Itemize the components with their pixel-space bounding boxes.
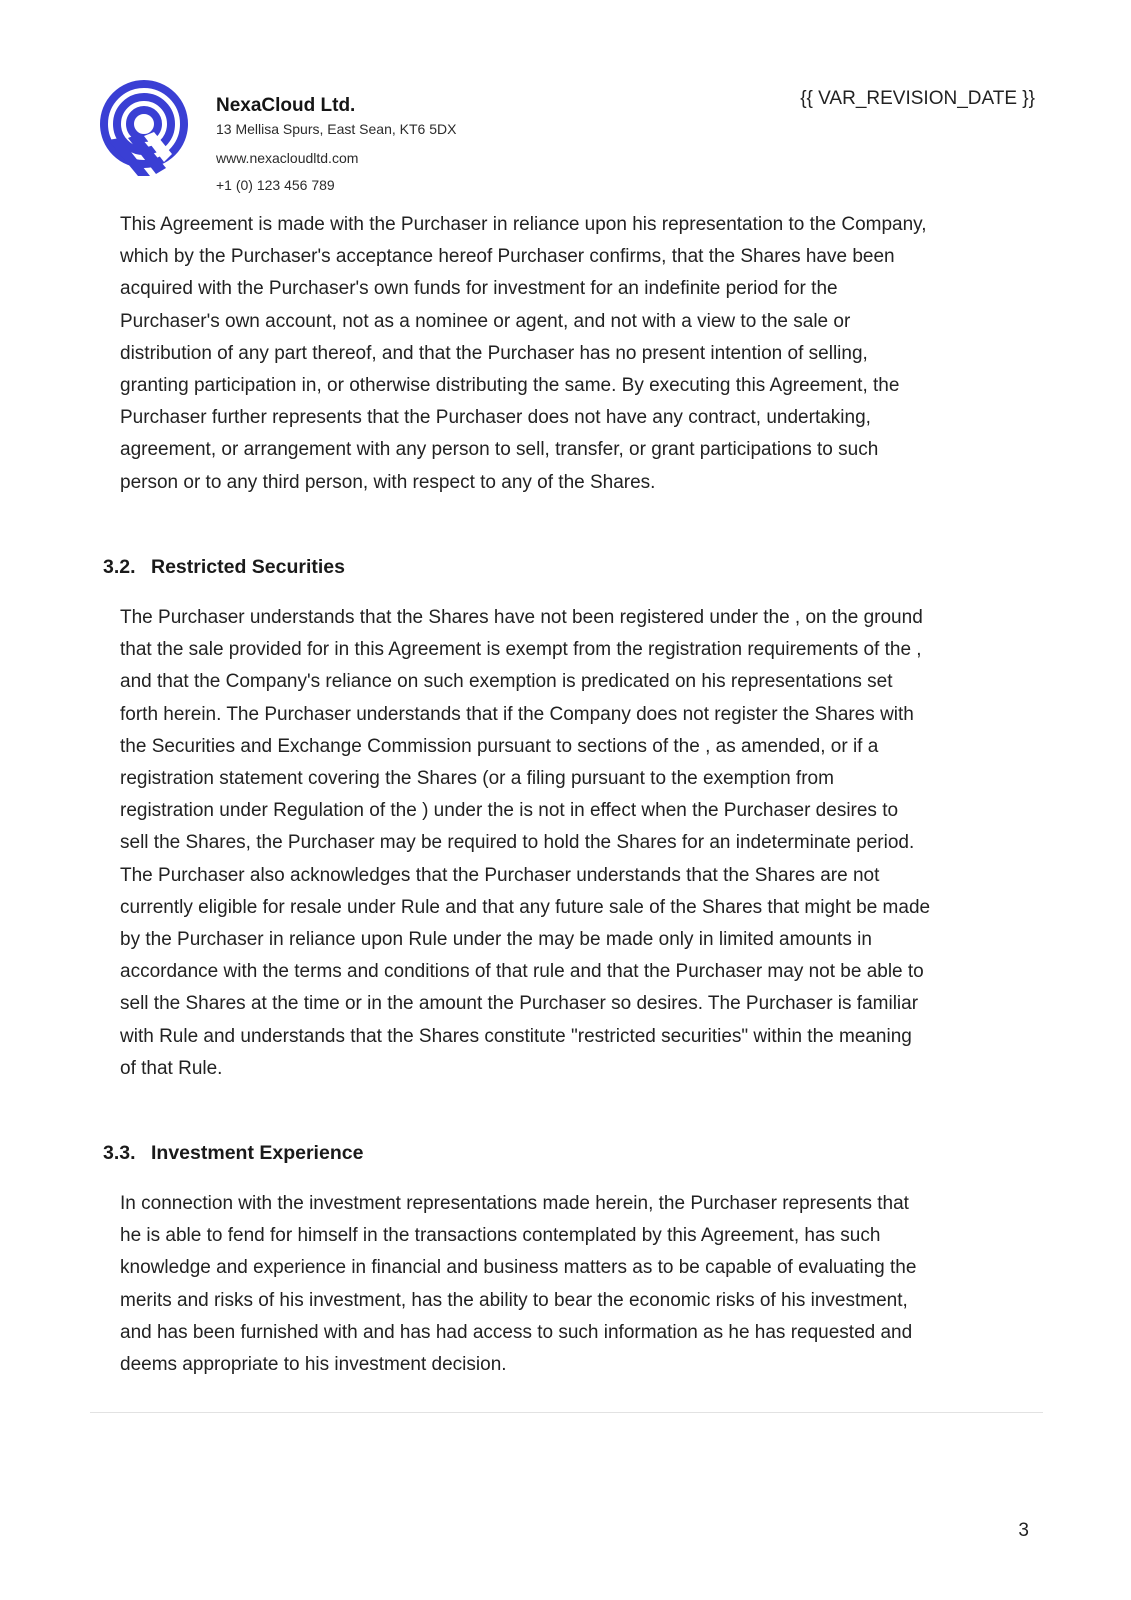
section-title: Restricted Securities [151, 556, 346, 578]
paragraph-line: that the sale provided for in this Agreement is exempt from the registration requirements of the , [120, 639, 922, 661]
paragraph-line: registration under Regulation of the ) under the is not in effect when the Purchaser desires to [120, 800, 899, 822]
paragraph-line: merits and risks of his investment, has the ability to bear the economic risks of his investment, [120, 1289, 908, 1311]
paragraph-line: with Rule and understands that the Shares constitute "restricted securities" within the meaning [120, 1025, 912, 1047]
paragraph-line: Purchaser further represents that the Purchaser does not have any contract, undertaking, [120, 407, 871, 429]
footer-divider [90, 1412, 1043, 1413]
paragraph-line: The Purchaser also acknowledges that the Purchaser understands that the Shares are not [120, 864, 880, 886]
section-title: Investment Experience [151, 1142, 364, 1164]
paragraph-line: of that Rule. [120, 1057, 223, 1079]
paragraph-line: In connection with the investment representations made herein, the Purchaser represents that [120, 1193, 909, 1214]
revision-date: {{ VAR_REVISION_DATE }} [800, 88, 1035, 109]
paragraph-line: he is able to fend for himself in the transactions contemplated by this Agreement, has such [120, 1225, 881, 1247]
paragraph-line: by the Purchaser in reliance upon Rule under the may be made only in limited amounts in [120, 929, 872, 951]
paragraph-line: granting participation in, or otherwise distributing the same. By executing this Agreement, the [120, 375, 900, 397]
paragraph-line: Purchaser's own account, not as a nominee or agent, and not with a view to the sale or [120, 310, 851, 332]
section-heading-investment-experience [103, 1141, 363, 1165]
paragraph-line: registration statement covering the Shares (or a filing pursuant to the exemption from [120, 768, 834, 790]
paragraph-line: and that the Company's reliance on such exemption is predicated on his representations set [120, 671, 893, 693]
paragraph-line: distribution of any part thereof, and that the Purchaser has no present intention of selling, [120, 342, 868, 364]
paragraph-line: the Securities and Exchange Commission pursuant to sections of the , as amended, or if a [120, 735, 879, 757]
paragraph-line: sell the Shares at the time or in the amount the Purchaser so desires. The Purchaser is familiar [120, 993, 919, 1015]
paragraph-line: knowledge and experience in financial and business matters as to be capable of evaluating the [120, 1257, 917, 1279]
paragraph-line: acquired with the Purchaser's own funds for investment for an indefinite period for the [120, 278, 838, 300]
intro-paragraph [120, 209, 1040, 499]
restricted-securities-paragraph [120, 602, 1040, 1085]
company-website: www.nexacloudltd.com [216, 150, 359, 166]
investment-experience-paragraph [120, 1188, 1040, 1381]
section-number: 3.3. [103, 1142, 136, 1164]
paragraph-line: currently eligible for resale under Rule and that any future sale of the Shares that might be made [120, 896, 931, 918]
company-info [216, 94, 456, 194]
section-heading-restricted-securities [103, 555, 345, 579]
company-address: 13 Mellisa Spurs, East Sean, KT6 5DX [216, 121, 457, 137]
paragraph-line: forth herein. The Purchaser understands that if the Company does not register the Shares with [120, 703, 914, 725]
paragraph-line: and has been furnished with and has had access to such information as he has requested and [120, 1321, 913, 1343]
nexacloud-logo-icon [98, 78, 190, 178]
company-phone: +1 (0) 123 456 789 [216, 177, 335, 193]
paragraph-line: The Purchaser understands that the Shares have not been registered under the , on the ground [120, 607, 923, 628]
company-name: NexaCloud Ltd. [216, 95, 356, 116]
paragraph-line: deems appropriate to his investment decision. [120, 1354, 507, 1376]
paragraph-line: accordance with the terms and conditions of that rule and that the Purchaser may not be able to [120, 961, 924, 983]
page-number: 3 [1018, 1520, 1029, 1541]
paragraph-line: This Agreement is made with the Purchaser in reliance upon his representation to the Company, [120, 214, 927, 235]
paragraph-line: agreement, or arrangement with any person to sell, transfer, or grant participations to such [120, 439, 879, 461]
paragraph-line: which by the Purchaser's acceptance hereof Purchaser confirms, that the Shares have been [120, 246, 895, 268]
paragraph-line: person or to any third person, with respect to any of the Shares. [120, 471, 656, 493]
paragraph-line: sell the Shares, the Purchaser may be required to hold the Shares for an indeterminate period. [120, 832, 915, 854]
section-number: 3.2. [103, 556, 136, 578]
